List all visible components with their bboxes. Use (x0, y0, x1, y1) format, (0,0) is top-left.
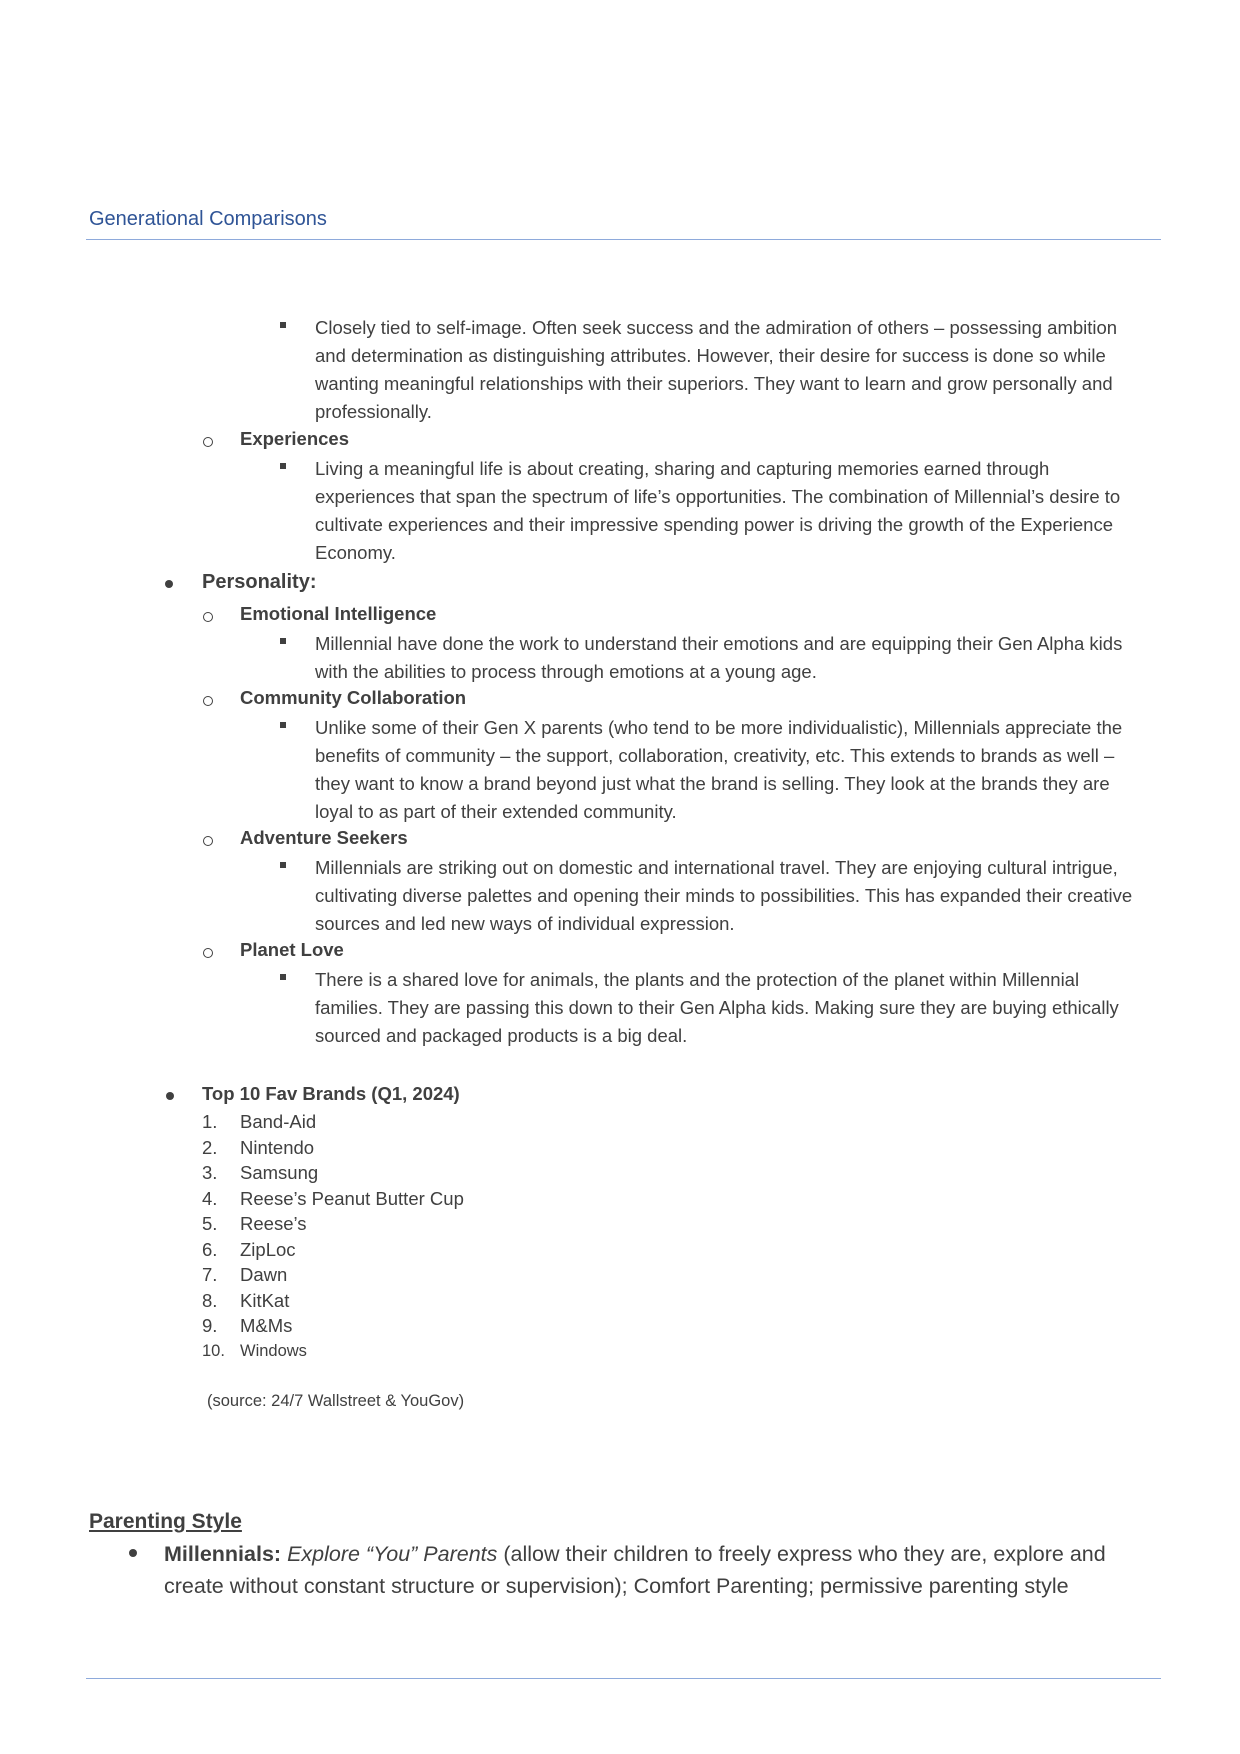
header-divider (86, 239, 1161, 240)
footer-divider (86, 1678, 1161, 1679)
community-collaboration-text: Unlike some of their Gen X parents (who tend to be more individualistic), Millennials appreciate the benefits of community – the support, collaboration, creativity, etc. This extends to brands as well – they want to know a brand beyond just what the brand is selling. They look at the brands they are loyal to as part of their extended community. (315, 717, 1123, 822)
planet-love-text: There is a shared love for animals, the plants and the protection of the planet within Millennial families. They are passing this down to their Gen Alpha kids. Making sure they are buying ethically sourced and packaged products is a big deal. (315, 969, 1119, 1046)
planet-love-heading: Planet Love (240, 939, 344, 960)
brand-name: ZipLoc (240, 1239, 296, 1260)
disc-bullet-icon (166, 1092, 174, 1100)
brand-name: Samsung (240, 1162, 319, 1183)
disc-bullet-icon (129, 1549, 137, 1557)
brand-name: Band-Aid (240, 1111, 317, 1132)
brand-number: 7. (202, 1264, 218, 1285)
brand-name: M&Ms (240, 1315, 293, 1336)
experiences-text: Living a meaningful life is about creating, sharing and capturing memories earned through experiences that span the spectrum of life’s opportunities. The combination of Millennial’s desire to cultivate experiences and their impressive spending power is driving the growth of the Experience Economy. (315, 458, 1121, 563)
square-bullet-icon (280, 722, 286, 728)
brand-number: 6. (202, 1239, 218, 1260)
brand-name: Dawn (240, 1264, 288, 1285)
brands-source-note: (source: 24/7 Wallstreet & YouGov) (207, 1392, 465, 1410)
brand-number: 3. (202, 1162, 218, 1183)
disc-bullet-icon (165, 580, 173, 588)
brand-number: 9. (202, 1315, 218, 1336)
square-bullet-icon (280, 322, 286, 328)
community-collaboration-heading: Community Collaboration (240, 687, 467, 708)
square-bullet-icon (280, 862, 286, 868)
adventure-seekers-text: Millennials are striking out on domestic and international travel. They are enjoying cultural intrigue, cultivating diverse palettes and opening their minds to possibilities. This has expanded their creative sources and led new ways of individual expression. (315, 857, 1133, 934)
brand-name: Reese’s Peanut Butter Cup (240, 1188, 464, 1209)
parenting-label: Millennials: (164, 1542, 282, 1566)
parenting-description: (allow their children to freely express who they are, explore and create without constant structure or supervision); Comfort Parenting; permissive parenting style (164, 1542, 1106, 1598)
brand-number: 10. (202, 1342, 225, 1360)
circle-bullet-icon (203, 437, 213, 447)
self-image-text: Closely tied to self-image. Often seek success and the admiration of others – possessing ambition and determination as distinguishing attributes. However, their desire for success is done so while wanting meaningful relationships with their superiors. They want to learn and grow personally and professionally. (315, 317, 1118, 422)
circle-bullet-icon (203, 836, 213, 846)
brand-number: 5. (202, 1213, 218, 1234)
brand-number: 2. (202, 1137, 218, 1158)
circle-bullet-icon (203, 948, 213, 958)
personality-heading: Personality: (202, 571, 317, 593)
experiences-heading: Experiences (240, 428, 350, 449)
emotional-intelligence-text: Millennial have done the work to understand their emotions and are equipping their Gen Alpha kids with the abilities to process through emotions at a young age. (315, 633, 1123, 682)
parenting-style-title: Parenting Style (89, 1510, 242, 1533)
document-header-title: Generational Comparisons (89, 208, 327, 230)
brand-number: 8. (202, 1290, 218, 1311)
brand-number: 1. (202, 1111, 218, 1132)
brand-number: 4. (202, 1188, 218, 1209)
brand-name: KitKat (240, 1290, 290, 1311)
brand-name: Windows (240, 1342, 307, 1360)
parenting-style-name: Explore “You” Parents (287, 1542, 498, 1566)
square-bullet-icon (280, 638, 286, 644)
top-brands-heading: Top 10 Fav Brands (Q1, 2024) (202, 1083, 460, 1104)
adventure-seekers-heading: Adventure Seekers (240, 827, 408, 848)
brand-name: Nintendo (240, 1137, 315, 1158)
emotional-intelligence-heading: Emotional Intelligence (240, 603, 437, 624)
square-bullet-icon (280, 974, 286, 980)
parenting-style-text (164, 1538, 1164, 1602)
square-bullet-icon (280, 463, 286, 469)
circle-bullet-icon (203, 696, 213, 706)
brand-name: Reese’s (240, 1213, 307, 1234)
circle-bullet-icon (203, 612, 213, 622)
